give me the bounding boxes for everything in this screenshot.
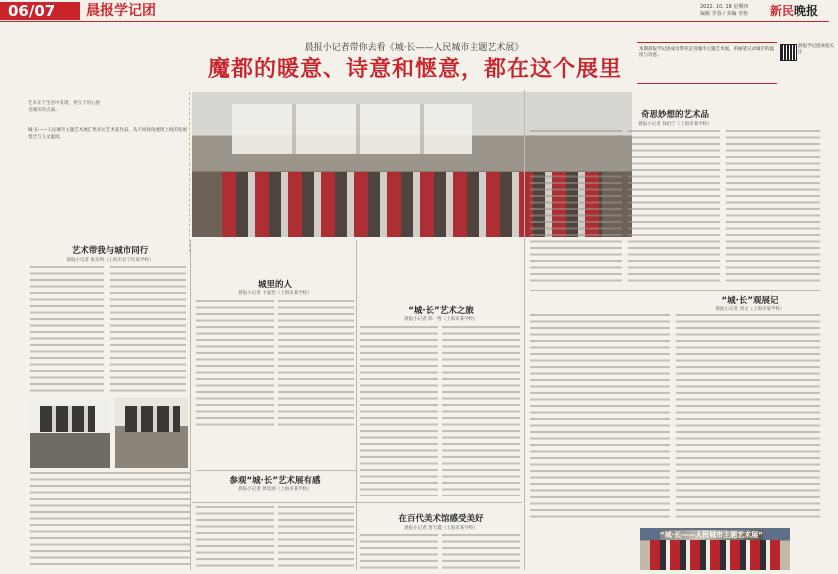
article-byline: 晨报小记者 卞家怡（上海市某学校）: [238, 291, 312, 296]
article-title: 奇思妙想的艺术品: [640, 110, 709, 120]
article-body: [278, 300, 354, 430]
intro-quote: 艺术在于生活中发现，更在于用心感受城市的点滴。: [28, 101, 100, 113]
column-divider: [356, 240, 357, 570]
info-box: 本期晨报学记团成员带你走进城市主题艺术展，用画笔记录城市的温度与诗意。: [637, 42, 777, 84]
article-body: [30, 472, 190, 568]
article-body: [360, 534, 438, 570]
article-title: “城·长”艺术之旅: [408, 306, 474, 316]
column-divider: [524, 90, 525, 570]
column-divider: [190, 240, 191, 570]
article-byline: 晨报小记者 张东明（上海市长宁区某学校）: [66, 258, 154, 263]
article-byline: 晨报小记者 钱伯宁（上海市某学校）: [638, 122, 712, 127]
article-photo: [115, 398, 188, 468]
lead-headline: 魔都的暖意、诗意和惬意，都在这个展里: [207, 57, 622, 82]
newspaper-logo: 新民晚报: [770, 4, 819, 18]
article-title: 在百代美术馆感受美好: [398, 514, 484, 524]
article-body: [196, 300, 274, 430]
intro-panel: [26, 92, 190, 252]
article-body: [628, 130, 720, 286]
article-title: 艺术带我与城市同行: [71, 246, 149, 256]
article-body: [278, 506, 354, 570]
article-body: [196, 506, 274, 570]
article-body: [530, 130, 622, 286]
row-divider: [192, 502, 522, 503]
page-number: 06/07: [0, 2, 80, 20]
qr-code-icon: [780, 44, 797, 61]
article-byline: 晨报小记者 唐天鑫（上海市某学校）: [404, 526, 478, 531]
article-body: [442, 534, 520, 570]
article-body: [530, 314, 670, 522]
article-body: [726, 130, 820, 286]
article-body: [360, 326, 438, 496]
photo-overlay-text: “城·长——人民城市主题艺术展”: [660, 531, 763, 539]
row-divider: [530, 290, 820, 291]
intro-text: 城·长——人民城市主题艺术展汇集多位艺术家作品，从不同视角展现上海的发展变迁与人文温度。: [28, 128, 187, 140]
issue-meta: 2022. 10. 18 星期四 编辑 李春 / 美编 李艳: [700, 4, 749, 17]
qr-caption: 晨报学记团欢迎关注: [798, 44, 834, 55]
header-rule: [0, 21, 829, 22]
article-byline: 晨报小记者 黄思涵（上海市某学校）: [238, 487, 312, 492]
page-header: [0, 0, 829, 22]
section-title: 晨报学记团: [86, 3, 156, 19]
article-body: [30, 266, 104, 394]
lead-kicker: 晨报小记者带你去看《城·长——人民城市主题艺术展》: [304, 43, 524, 53]
article-body: [676, 314, 820, 522]
row-divider: [196, 470, 356, 471]
article-body: [110, 266, 186, 394]
article-byline: 晨报小记者 陈一哲（上海市某学校）: [404, 317, 478, 322]
article-photo: [30, 398, 110, 468]
article-title: “城·长”观展记: [721, 296, 779, 306]
article-title: 参观“城·长”艺术展有感: [229, 476, 321, 486]
article-body: [442, 326, 520, 496]
article-byline: 晨报小记者 刘文（上海市某学校）: [715, 307, 785, 312]
article-title: 城里的人: [257, 280, 292, 290]
